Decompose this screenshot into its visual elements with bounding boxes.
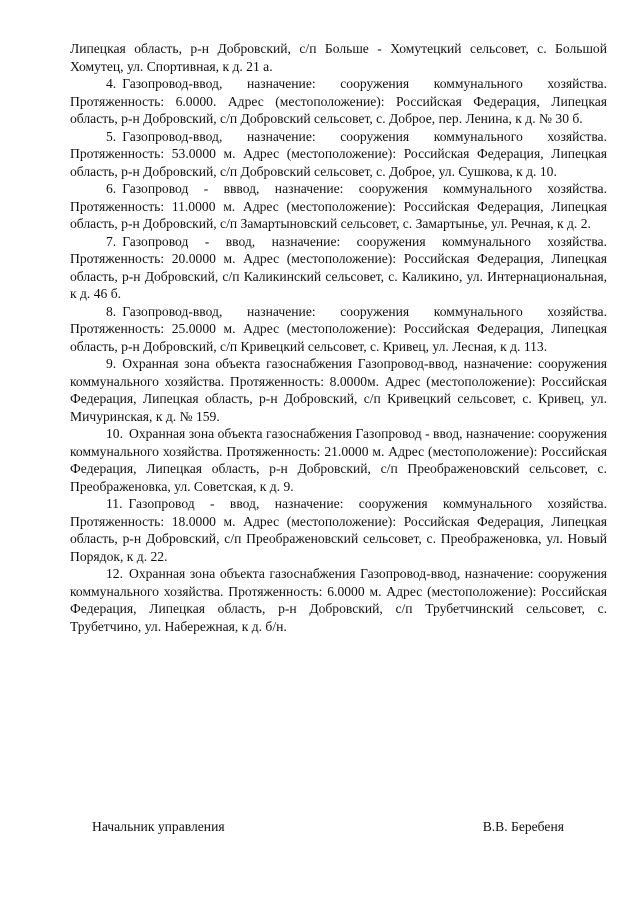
item-number: 4. bbox=[106, 76, 117, 91]
item-number: 8. bbox=[106, 303, 117, 319]
document-body bbox=[70, 40, 607, 635]
item-text: Газопровод - ввод, назначение: сооружения коммунального хозяйства. Протяженность: 18.0000 м. Адрес (местоположение): Российская Федерация, Липецкая область, р-н Добровский, с/п Преображеновский сельсовет, с. Преображеновка, ул. Новый Порядок, к д. 22. bbox=[70, 496, 607, 564]
signatory-title: Начальник управления bbox=[92, 819, 225, 834]
list-item bbox=[70, 233, 607, 303]
item-text: Газопровод-ввод, назначение: сооружения коммунального хозяйства. Протяженность: 6.0000. Адрес (местоположение): Российская Федерация, Липецкая область, р-н Добровский, с/п Добровский сельсовет, с. Доброе, пер. Ленина, к д. № 30 б. bbox=[70, 76, 607, 126]
item-number: 7. bbox=[106, 233, 117, 249]
list-item bbox=[70, 180, 607, 233]
item-text: Газопровод - ввод, назначение: сооружения коммунального хозяйства. Протяженность: 20.0000 м. Адрес (местоположение): Российская Федерация, Липецкая область, р-н Добровский, с/п Каликинский сельсовет, с. Каликино, ул. Интернациональная, к д. 46 б. bbox=[70, 233, 607, 301]
list-item bbox=[70, 303, 607, 356]
signature-block bbox=[92, 818, 564, 838]
item-number: 5. bbox=[106, 128, 117, 144]
item-number: 10. bbox=[106, 426, 123, 441]
signatory-name: В.В. Беребеня bbox=[482, 819, 564, 834]
item-number: 6. bbox=[106, 181, 117, 196]
item-text: Охранная зона объекта газоснабжения Газопровод-ввод, назначение: сооружения коммунального хозяйства. Протяженность: 6.0000 м. Адрес (местоположение): Российская Федерация, Липецкая область, р-н Добровский, с/п Трубетчинский сельсовет, с. Трубетчино, ул. Набережная, к д. б/н. bbox=[70, 566, 607, 634]
list-item bbox=[70, 355, 607, 425]
item-number: 12. bbox=[106, 566, 123, 581]
list-item bbox=[70, 128, 607, 181]
list-item bbox=[70, 565, 607, 635]
item-number: 11. bbox=[106, 496, 123, 511]
list-item bbox=[70, 75, 607, 128]
item-text: Охранная зона объекта газоснабжения Газопровод - ввод, назначение: сооружения коммунального хозяйства. Протяженность: 21.0000 м. Адрес (местоположение): Российская Федерация, Липецкая область, р-н Добровский, с/п Преображеновский сельсовет, с. Преображеновка, ул. Советская, к д. 9. bbox=[70, 426, 607, 494]
list-item bbox=[70, 425, 607, 495]
list-item bbox=[70, 495, 607, 565]
item-text: Газопровод-ввод, назначение: сооружения коммунального хозяйства. Протяженность: 25.0000 м. Адрес (местоположение): Российская Федерация, Липецкая область, р-н Добровский, с/п Кривецкий сельсовет, с. Кривец, ул. Лесная, к д. 113. bbox=[70, 303, 607, 354]
item-text: Газопровод - вввод, назначение: сооружения коммунального хозяйства. Протяженность: 11.0000 м. Адрес (местоположение): Российская Федерация, Липецкая область, р-н Добровский, с/п Замартыновский сельсовет, с. Замартынье, ул. Речная, к д. 2. bbox=[70, 181, 607, 231]
item-text: Газопровод-ввод, назначение: сооружения коммунального хозяйства. Протяженность: 53.0000 м. Адрес (местоположение): Российская Федерация, Липецкая область, р-н Добровский, с/п Добровский сельсовет, с. Доброе, ул. Сушкова, к д. 10. bbox=[70, 128, 607, 179]
item-text: Охранная зона объекта газоснабжения Газопровод-ввод, назначение: сооружения коммунального хозяйства. Протяженность: 8.0000м. Адрес (местоположение): Российская Федерация, Липецкая область, р-н Добровский, с/п Кривецкий сельсовет, с. Кривец, ул. Мичуринская, к д. № 159. bbox=[70, 356, 607, 424]
item-number: 9. bbox=[106, 356, 117, 371]
intro-paragraph: Липецкая область, р-н Добровский, с/п Больше - Хомутецкий сельсовет, с. Большой Хомутец, ул. Спортивная, к д. 21 а. bbox=[70, 41, 607, 74]
